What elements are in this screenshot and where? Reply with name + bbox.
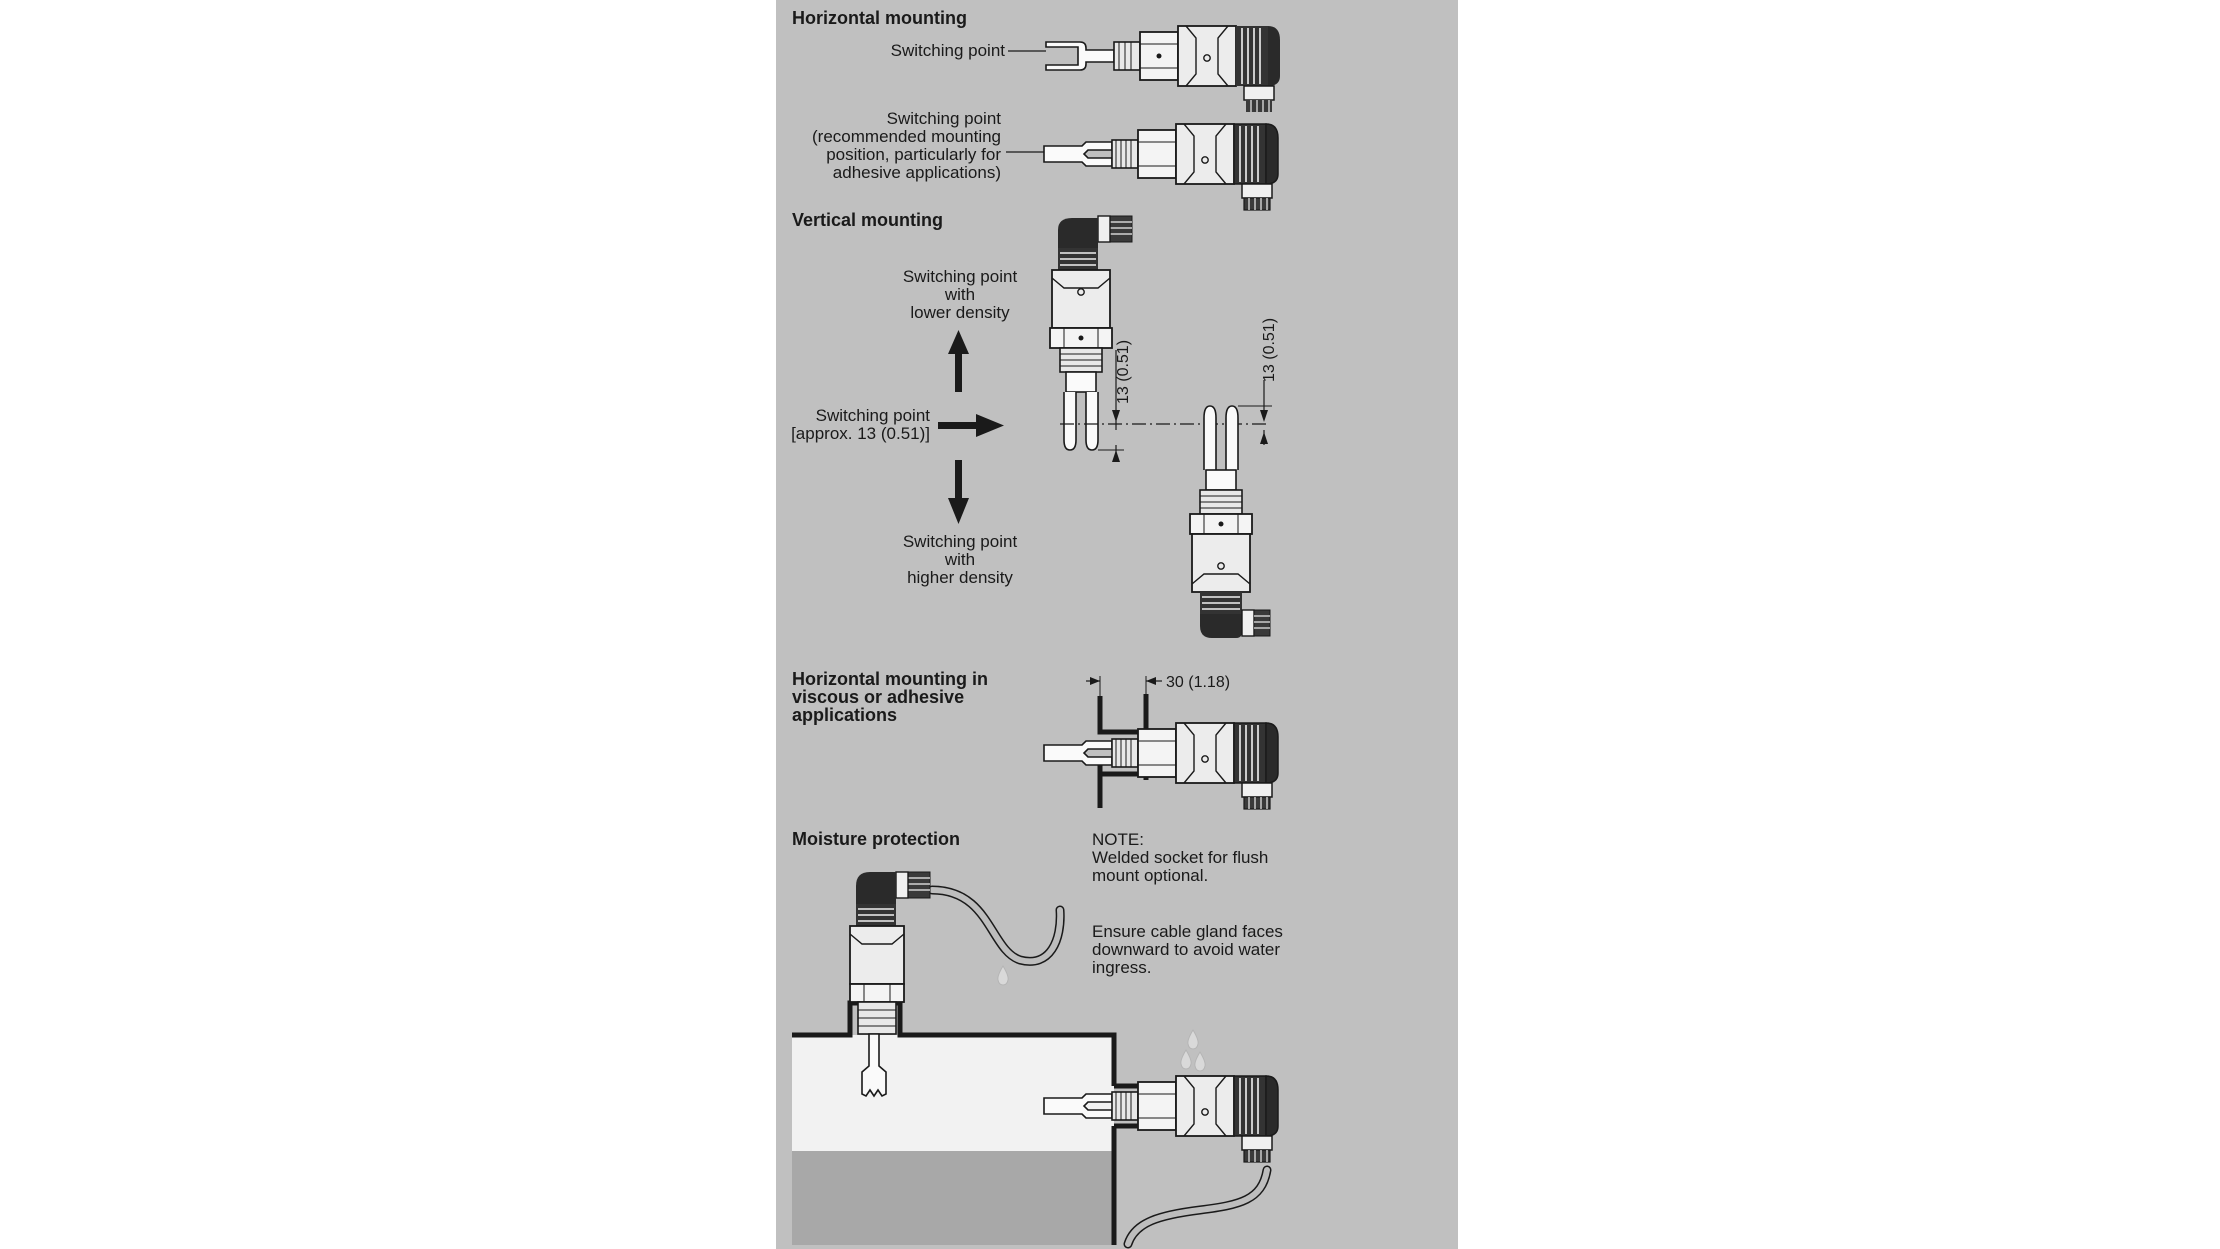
note-line-3: mount optional. (1092, 866, 1209, 885)
dimension-30: 30 (1.18) (1166, 674, 1231, 691)
dimension-left: 13 (0.51) (1115, 339, 1132, 404)
switching-point-label-bottom-4: adhesive applications) (832, 163, 1001, 182)
viscous-heading-3: applications (792, 705, 898, 725)
tank-liquid (792, 1151, 1114, 1245)
tank-interior (792, 1035, 1114, 1151)
dimension-right: 13 (0.51) (1261, 317, 1278, 382)
lower-density-label-3: lower density (910, 303, 1010, 322)
lower-density-label-1: Switching point (902, 267, 1018, 286)
vertical-mounting-heading: Vertical mounting (792, 210, 944, 230)
note2-line-3: ingress. (1092, 958, 1152, 977)
note2-line-1: Ensure cable gland faces (1092, 922, 1283, 941)
switching-point-approx-label-2: [approx. 13 (0.51)] (791, 424, 930, 443)
note-line-1: NOTE: (1092, 830, 1144, 849)
viscous-heading-1: Horizontal mounting in (792, 669, 988, 689)
switching-point-label-bottom-1: Switching point (886, 109, 1001, 128)
lower-density-label-2: with (944, 285, 976, 304)
moisture-heading: Moisture protection (792, 829, 961, 849)
horizontal-mounting-heading: Horizontal mounting (792, 8, 967, 28)
switching-point-approx-label-1: Switching point (815, 406, 930, 425)
viscous-heading-2: viscous or adhesive (792, 687, 965, 707)
switching-point-label-bottom-3: position, particularly for (826, 145, 1001, 164)
note2-line-2: downward to avoid water (1092, 940, 1281, 959)
higher-density-label-1: Switching point (902, 532, 1018, 551)
note-line-2: Welded socket for flush (1092, 848, 1269, 867)
switching-point-label-top: Switching point (890, 41, 1005, 60)
higher-density-label-3: higher density (907, 568, 1013, 587)
higher-density-label-2: with (944, 550, 976, 569)
switching-point-label-bottom-2: (recommended mounting (812, 127, 1001, 146)
